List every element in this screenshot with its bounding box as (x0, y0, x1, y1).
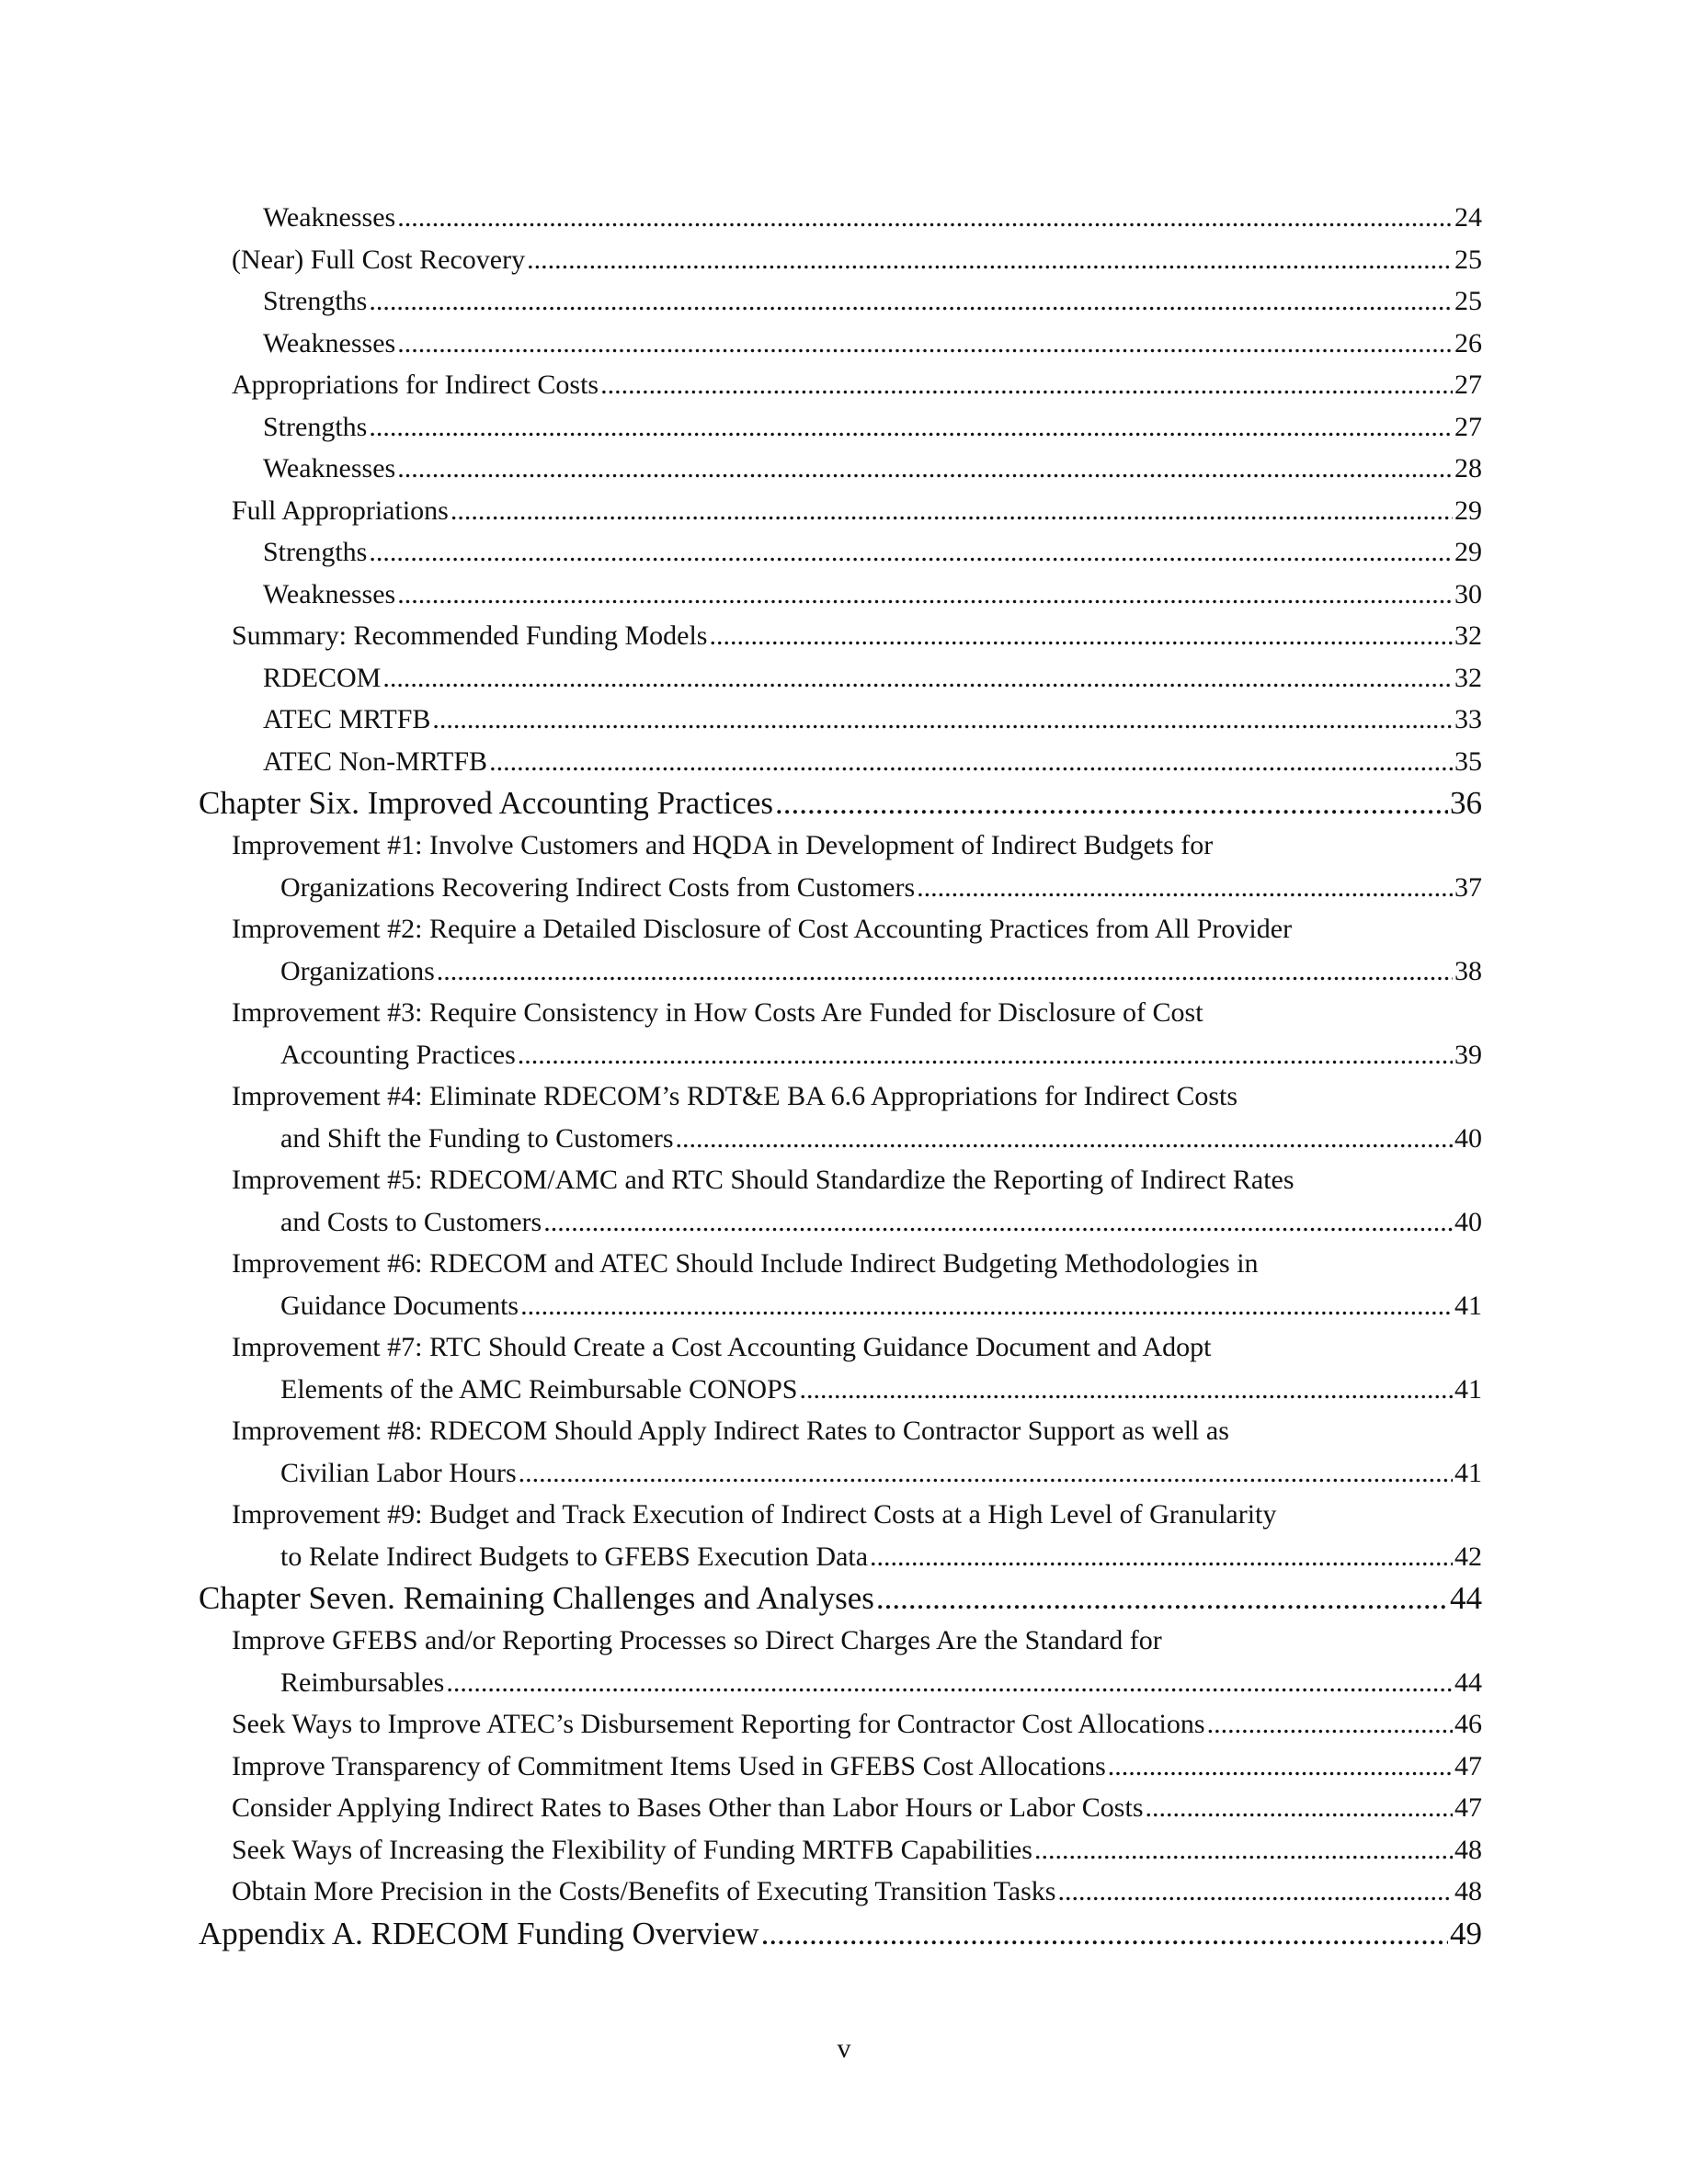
dot-leader (369, 531, 1453, 574)
toc-entry[interactable] (199, 1243, 1482, 1326)
dot-leader (1207, 1703, 1453, 1746)
dot-leader (917, 867, 1453, 909)
page-number-footer: v (837, 2033, 851, 2064)
toc-entry[interactable] (199, 364, 1482, 406)
dot-leader (870, 1536, 1453, 1578)
toc-page-number: 44 (1454, 1666, 1482, 1698)
toc-entry[interactable] (199, 531, 1482, 574)
toc-entry-title: ATEC Non-MRTFB (263, 745, 488, 777)
dot-leader (518, 1034, 1453, 1076)
toc-entry-line (199, 908, 1482, 950)
toc-entry-title: (Near) Full Cost Recovery (232, 244, 526, 275)
toc-entry[interactable] (199, 1703, 1482, 1746)
toc-entry[interactable] (199, 406, 1482, 449)
dot-leader (437, 950, 1453, 993)
toc-entry-title: Guidance Documents (280, 1290, 519, 1321)
toc-entry-title: Appendix A. RDECOM Funding Overview (199, 1915, 759, 1951)
toc-entry-title: Chapter Seven. Remaining Challenges and Analyses (199, 1580, 874, 1616)
toc-entry-title: Improvement #3: Require Consistency in How Costs Are Funded for Disclosure of Cost (232, 997, 1203, 1028)
toc-page-number: 41 (1454, 1457, 1482, 1488)
toc-entry-title: Strengths (263, 411, 368, 442)
toc-page-number: 41 (1454, 1373, 1482, 1405)
dot-leader (876, 1577, 1448, 1620)
toc-entry-line (199, 657, 1482, 700)
toc-entry-title: Improvement #2: Require a Detailed Disclosure of Cost Accounting Practices from All Provider (232, 914, 1293, 944)
toc-entry-title: and Costs to Customers (280, 1206, 542, 1237)
toc-entry-line (199, 1746, 1482, 1788)
toc-entry-title: Improvement #7: RTC Should Create a Cost Accounting Guidance Document and Adopt (232, 1332, 1212, 1362)
dot-leader (432, 699, 1453, 741)
toc-entry[interactable] (199, 908, 1482, 992)
toc-entry-title: Improvement #8: RDECOM Should Apply Indirect Rates to Contractor Support as well as (232, 1416, 1229, 1446)
toc-entry[interactable] (199, 1620, 1482, 1703)
toc-entry[interactable] (199, 490, 1482, 532)
toc-entry[interactable] (199, 1326, 1482, 1410)
toc-page-number: 25 (1454, 286, 1482, 316)
toc-entry-line (199, 574, 1482, 616)
toc-entry-title: Seek Ways of Increasing the Flexibility of Funding MRTFB Capabilities (232, 1834, 1032, 1865)
toc-entry[interactable] (199, 1787, 1482, 1829)
toc-chapter-entry[interactable] (199, 1913, 1482, 1955)
toc-entry-line (199, 448, 1482, 490)
toc-entry-title: Organizations Recovering Indirect Costs from Customers (280, 871, 916, 903)
toc-entry-line (199, 825, 1482, 867)
toc-entry-title: Improve GFEBS and/or Reporting Processes so Direct Charges Are the Standard for (232, 1625, 1162, 1655)
toc-page-number: 27 (1454, 411, 1482, 442)
toc-page-number: 24 (1454, 202, 1482, 233)
toc-page-number: 47 (1454, 1750, 1482, 1781)
dot-leader (1057, 1871, 1453, 1913)
toc-entry-line (199, 1243, 1482, 1285)
toc-entry-title: Improvement #9: Budget and Track Execution of Indirect Costs at a High Level of Granularity (232, 1499, 1277, 1530)
dot-leader (382, 657, 1453, 700)
dot-leader (397, 197, 1453, 239)
toc-entry-title: Consider Applying Indirect Rates to Bases Other than Labor Hours or Labor Costs (232, 1792, 1144, 1823)
toc-entry-line (199, 1662, 1482, 1704)
toc-entry-title: Chapter Six. Improved Accounting Practices (199, 785, 773, 821)
toc-entry[interactable] (199, 448, 1482, 490)
toc-entry-title: Weaknesses (263, 578, 396, 609)
dot-leader (397, 574, 1453, 616)
toc-entry-title: Weaknesses (263, 453, 396, 483)
toc-entry[interactable] (199, 1159, 1482, 1243)
toc-entry[interactable] (199, 323, 1482, 365)
toc-entry[interactable] (199, 574, 1482, 616)
toc-entry[interactable] (199, 657, 1482, 700)
toc-entry-line (199, 531, 1482, 574)
toc-entry-line (199, 323, 1482, 365)
dot-leader (543, 1201, 1453, 1244)
dot-leader (1034, 1829, 1453, 1871)
toc-entry-title: Reimbursables (280, 1666, 445, 1698)
toc-page-number: 28 (1454, 453, 1482, 483)
toc-page-number: 42 (1454, 1541, 1482, 1572)
toc-entry-line (199, 1536, 1482, 1578)
toc-page-number: 30 (1454, 578, 1482, 609)
dot-leader (369, 280, 1453, 323)
toc-page-number: 40 (1454, 1122, 1482, 1154)
toc-entry-line (199, 197, 1482, 239)
toc-entry-title: Improvement #5: RDECOM/AMC and RTC Should Standardize the Reporting of Indirect Rates (232, 1165, 1295, 1195)
dot-leader (369, 406, 1453, 449)
toc-page-number: 46 (1454, 1709, 1482, 1739)
dot-leader (397, 448, 1453, 490)
toc-entry-line (199, 699, 1482, 741)
dot-leader (775, 782, 1448, 825)
toc-chapter-entry[interactable] (199, 1577, 1482, 1620)
toc-page-number: 32 (1454, 662, 1482, 693)
toc-entry-line (199, 992, 1482, 1034)
toc-entry-line (199, 1201, 1482, 1244)
toc-entry-title: RDECOM (263, 662, 382, 693)
toc-page-number: 48 (1454, 1834, 1482, 1865)
toc-entry-line (199, 741, 1482, 783)
toc-entry-title: Improvement #6: RDECOM and ATEC Should Include Indirect Budgeting Methodologies in (232, 1248, 1259, 1279)
toc-entry-title: Civilian Labor Hours (280, 1457, 517, 1488)
toc-entry-line (199, 406, 1482, 449)
toc-entry-title: Seek Ways to Improve ATEC’s Disbursement Reporting for Contractor Cost Allocations (232, 1709, 1205, 1739)
toc-entry[interactable] (199, 699, 1482, 741)
toc-entry-title: Summary: Recommended Funding Models (232, 620, 708, 651)
dot-leader (489, 741, 1453, 783)
toc-entry-line (199, 364, 1482, 406)
toc-page-number: 44 (1450, 1580, 1482, 1616)
toc-entry[interactable] (199, 1829, 1482, 1871)
toc-entry-title: Improve Transparency of Commitment Items Used in GFEBS Cost Allocations (232, 1750, 1106, 1781)
toc-entry-line (199, 1285, 1482, 1327)
dot-leader (676, 1118, 1454, 1160)
dot-leader (709, 615, 1453, 657)
toc-page-number: 25 (1454, 244, 1482, 275)
toc-page-number: 27 (1454, 370, 1482, 400)
toc-page-number: 26 (1454, 327, 1482, 358)
toc-entry-title: to Relate Indirect Budgets to GFEBS Execution Data (280, 1541, 869, 1572)
toc-page-number: 38 (1454, 955, 1482, 986)
toc-entry-title: Organizations (280, 955, 435, 986)
toc-entry-line (199, 1326, 1482, 1369)
toc-entry-line (199, 867, 1482, 909)
toc-chapter-entry[interactable] (199, 782, 1482, 825)
toc-entry-line (199, 239, 1482, 281)
toc-entry-line (199, 1829, 1482, 1871)
toc-entry-title: Obtain More Precision in the Costs/Benefits of Executing Transition Tasks (232, 1876, 1056, 1906)
toc-entry-title: ATEC MRTFB (263, 704, 431, 734)
toc-entry-title: Improvement #4: Eliminate RDECOM’s RDT&E BA 6.6 Appropriations for Indirect Costs (232, 1081, 1238, 1111)
toc-entry-line (199, 1494, 1482, 1536)
toc-entry-line (199, 782, 1482, 825)
toc-entry-title: Weaknesses (263, 202, 396, 233)
toc-page-number: 32 (1454, 620, 1482, 651)
dot-leader (600, 364, 1453, 406)
toc-page-number: 29 (1454, 537, 1482, 567)
toc-entry-title: Full Appropriations (232, 495, 449, 526)
toc-entry-title: Elements of the AMC Reimbursable CONOPS (280, 1373, 798, 1405)
dot-leader (1108, 1746, 1453, 1788)
dot-leader (520, 1285, 1453, 1327)
table-of-contents (199, 197, 1482, 1955)
toc-entry[interactable] (199, 741, 1482, 783)
toc-entry[interactable] (199, 1075, 1482, 1159)
toc-page-number: 49 (1450, 1915, 1482, 1951)
toc-entry-line (199, 1452, 1482, 1495)
toc-entry-line (199, 950, 1482, 993)
dot-leader (446, 1662, 1453, 1704)
toc-entry-line (199, 490, 1482, 532)
toc-entry-title: Weaknesses (263, 327, 396, 358)
toc-page-number: 48 (1454, 1876, 1482, 1906)
toc-entry-line (199, 1369, 1482, 1411)
toc-entry-title: Accounting Practices (280, 1039, 516, 1070)
toc-entry-line (199, 1913, 1482, 1955)
toc-entry-title: and Shift the Funding to Customers (280, 1122, 674, 1154)
toc-page-number: 35 (1454, 745, 1482, 777)
toc-entry[interactable] (199, 1494, 1482, 1577)
toc-entry-line (199, 1034, 1482, 1076)
toc-page-number: 37 (1454, 871, 1482, 903)
dot-leader (519, 1452, 1453, 1495)
toc-entry[interactable] (199, 280, 1482, 323)
toc-entry-line (199, 1577, 1482, 1620)
toc-entry-line (199, 1620, 1482, 1662)
dot-leader (451, 490, 1453, 532)
toc-entry-title: Improvement #1: Involve Customers and HQDA in Development of Indirect Budgets for (232, 830, 1214, 860)
toc-entry-title: Appropriations for Indirect Costs (232, 370, 599, 400)
toc-entry[interactable] (199, 992, 1482, 1075)
toc-entry-line (199, 1703, 1482, 1746)
toc-entry-line (199, 1118, 1482, 1160)
toc-page-number: 41 (1454, 1290, 1482, 1321)
toc-entry[interactable] (199, 197, 1482, 239)
toc-entry-line (199, 1075, 1482, 1118)
toc-page-number: 33 (1454, 704, 1482, 734)
toc-page-number: 40 (1454, 1206, 1482, 1237)
toc-page-number: 36 (1450, 785, 1482, 821)
toc-entry-line (199, 1787, 1482, 1829)
toc-entry[interactable] (199, 615, 1482, 657)
dot-leader (527, 239, 1453, 281)
toc-entry-title: Strengths (263, 286, 368, 316)
dot-leader (397, 323, 1453, 365)
toc-entry[interactable] (199, 1871, 1482, 1913)
toc-page-number: 29 (1454, 495, 1482, 526)
toc-entry-line (199, 1871, 1482, 1913)
dot-leader (761, 1913, 1448, 1955)
toc-entry-line (199, 615, 1482, 657)
toc-entry[interactable] (199, 825, 1482, 908)
dot-leader (799, 1369, 1453, 1411)
toc-entry[interactable] (199, 239, 1482, 281)
toc-page-number: 39 (1454, 1039, 1482, 1070)
toc-entry-line (199, 280, 1482, 323)
toc-entry[interactable] (199, 1746, 1482, 1788)
toc-page-number: 47 (1454, 1792, 1482, 1823)
toc-entry[interactable] (199, 1410, 1482, 1494)
dot-leader (1146, 1787, 1454, 1829)
toc-entry-line (199, 1159, 1482, 1201)
toc-entry-line (199, 1410, 1482, 1452)
toc-entry-title: Strengths (263, 537, 368, 567)
